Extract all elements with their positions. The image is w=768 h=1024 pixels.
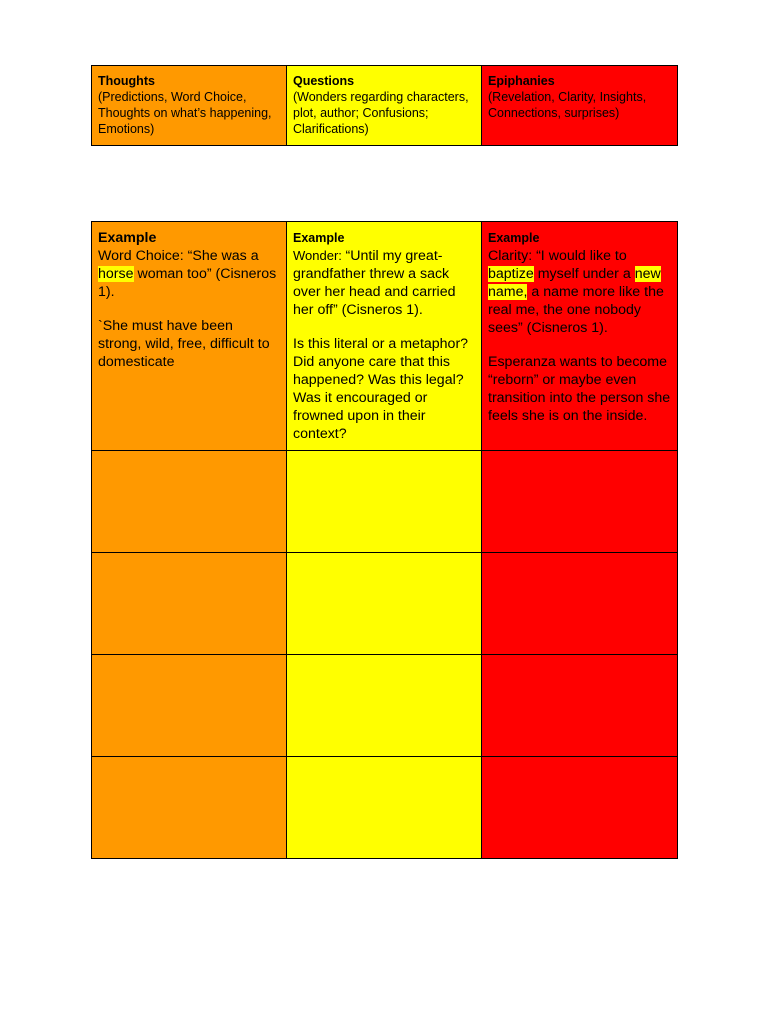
questions-example-quote: Wonder: “Until my great-grandfather threw a sack over her head and carried her off” (Cisneros 1).	[293, 248, 456, 318]
epiphanies-header-cell	[482, 66, 678, 146]
epiphanies-description: (Revelation, Clarity, Insights, Connections, surprises)	[488, 90, 647, 120]
epiphanies-title: Epiphanies	[488, 74, 555, 88]
questions-example-cell	[287, 222, 482, 451]
epiphanies-example-response: Esperanza wants to become “reborn” or maybe even transition into the person she feels she is on the inside.	[488, 354, 671, 424]
questions-description: (Wonders regarding characters, plot, author; Confusions; Clarifications)	[293, 90, 469, 136]
thoughts-title: Thoughts	[98, 74, 155, 88]
thoughts-blank-cell[interactable]	[92, 553, 287, 655]
examples-table	[91, 221, 678, 859]
blank-row	[92, 553, 678, 655]
thoughts-description: (Predictions, Word Choice, Thoughts on what’s happening, Emotions)	[98, 90, 272, 136]
epiphanies-blank-cell[interactable]	[482, 451, 678, 553]
epiphanies-blank-cell[interactable]	[482, 553, 678, 655]
thoughts-example-response: `She must have been strong, wild, free, difficult to domesticate	[98, 318, 270, 370]
thoughts-blank-cell[interactable]	[92, 757, 287, 859]
questions-example-response: Is this literal or a metaphor? Did anyone care that this happened? Was this legal? Was it encouraged or frowned upon in their context?	[293, 336, 469, 442]
questions-blank-cell[interactable]	[287, 757, 482, 859]
questions-title: Questions	[293, 74, 355, 88]
epiphanies-blank-cell[interactable]	[482, 757, 678, 859]
questions-blank-cell[interactable]	[287, 451, 482, 553]
questions-blank-cell[interactable]	[287, 553, 482, 655]
thoughts-example-title: Example	[98, 230, 157, 246]
questions-example-title: Example	[293, 231, 345, 245]
blank-row	[92, 451, 678, 553]
epiphanies-blank-cell[interactable]	[482, 655, 678, 757]
thoughts-blank-cell[interactable]	[92, 655, 287, 757]
legend-table	[91, 65, 678, 146]
epiphanies-example-cell	[482, 222, 678, 451]
thoughts-example-cell	[92, 222, 287, 451]
blank-row	[92, 655, 678, 757]
thoughts-header-cell	[92, 66, 287, 146]
questions-blank-cell[interactable]	[287, 655, 482, 757]
thoughts-blank-cell[interactable]	[92, 451, 287, 553]
epiphanies-example-title: Example	[488, 231, 540, 245]
questions-header-cell	[287, 66, 482, 146]
thoughts-example-quote: Word Choice: “She was a horse woman too” (Cisneros 1).	[98, 248, 277, 300]
epiphanies-example-quote: Clarity: “I would like to baptize myself under a new name, a name more like the real me, the one nobody sees” (Cisneros 1).	[488, 248, 664, 336]
blank-row	[92, 757, 678, 859]
